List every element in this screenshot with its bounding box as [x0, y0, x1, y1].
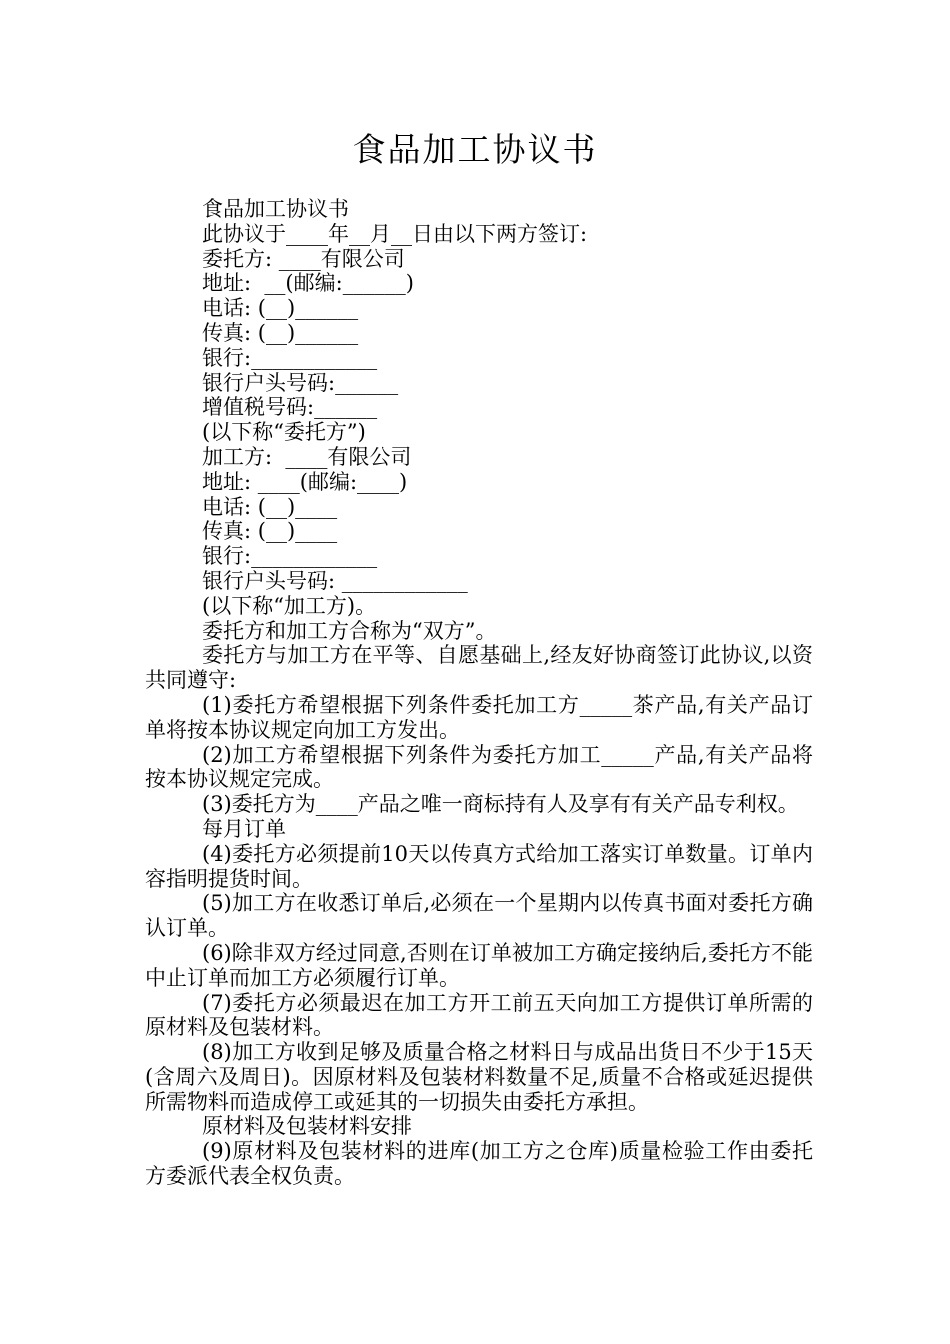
paragraph-processor-bank: 银行:____________ [202, 544, 378, 569]
paragraph-clause-3: (3)委托方为____产品之唯一商标持有人及享有有关产品专利权。 [202, 792, 799, 817]
paragraph-heading-repeat: 食品加工协议书 [202, 197, 349, 221]
paragraph-client-fax: 传真: (__)______ [202, 320, 359, 345]
paragraph-processor-fax: 传真: (__)____ [202, 519, 338, 544]
paragraph-client-alias: (以下称“委托方”) [202, 420, 366, 445]
document-title: 食品加工协议书 [352, 130, 598, 169]
paragraph-processor-account: 银行户头号码: ____________ [202, 568, 468, 593]
section-heading-materials: 原材料及包装材料安排 [202, 1114, 412, 1139]
paragraph-client-address: 地址: __(邮编:______) [202, 271, 414, 296]
paragraph-parties-alias: 委托方和加工方合称为“双方”。 [202, 618, 497, 643]
paragraph-client-account: 银行户头号码:______ [202, 370, 399, 395]
paragraph-preamble: 委托方与加工方在平等、自愿基础上,经友好协商签订此协议,以资共同遵守: [145, 643, 813, 693]
paragraph-clause-6: (6)除非双方经过同意,否则在订单被加工方确定接纳后,委托方不能中止订单而加工方必须履行订单。 [145, 940, 813, 990]
section-heading-monthly-orders: 每月订单 [202, 816, 286, 841]
paragraph-client-bank: 银行:____________ [202, 345, 378, 370]
paragraph-signing-date: 此协议于____年__月__日由以下两方签订: [202, 221, 588, 246]
paragraph-processor-alias: (以下称“加工方)。 [202, 593, 377, 618]
paragraph-client-name: 委托方: ____有限公司 [202, 246, 405, 271]
paragraph-processor-phone: 电话: (__)____ [202, 494, 338, 519]
paragraph-clause-4: (4)委托方必须提前10天以传真方式给加工落实订单数量。订单内容指明提货时间。 [145, 841, 813, 891]
paragraph-clause-8: (8)加工方收到足够及质量合格之材料日与成品出货日不少于15天(含周六及周日)。因原材料及包装材料数量不足,质量不合格或延迟提供所需物料而造成停工或延其的一切损失由委托方承担。 [145, 1040, 813, 1114]
paragraph-clause-2: (2)加工方希望根据下列条件为委托方加工_____产品,有关产品将按本协议规定完成。 [145, 742, 813, 792]
paragraph-clause-7: (7)委托方必须最迟在加工方开工前五天向加工方提供订单所需的原材料及包装材料。 [145, 990, 813, 1040]
paragraph-client-phone: 电话: (__)______ [202, 296, 359, 321]
paragraph-clause-9: (9)原材料及包装材料的进库(加工方之仓库)质量检验工作由委托方委派代表全权负责。 [145, 1139, 813, 1189]
document-body [145, 197, 813, 1189]
paragraph-processor-address: 地址: ____(邮编:____) [202, 469, 408, 494]
paragraph-client-vat: 增值税号码:______ [202, 395, 378, 420]
paragraph-clause-5: (5)加工方在收悉订单后,必须在一个星期内以传真书面对委托方确认订单。 [145, 891, 813, 941]
paragraph-clause-1: (1)委托方希望根据下列条件委托加工方_____茶产品,有关产品订单将按本协议规定向加工方发出。 [145, 692, 813, 742]
paragraph-processor-name: 加工方: ____有限公司 [202, 444, 412, 469]
